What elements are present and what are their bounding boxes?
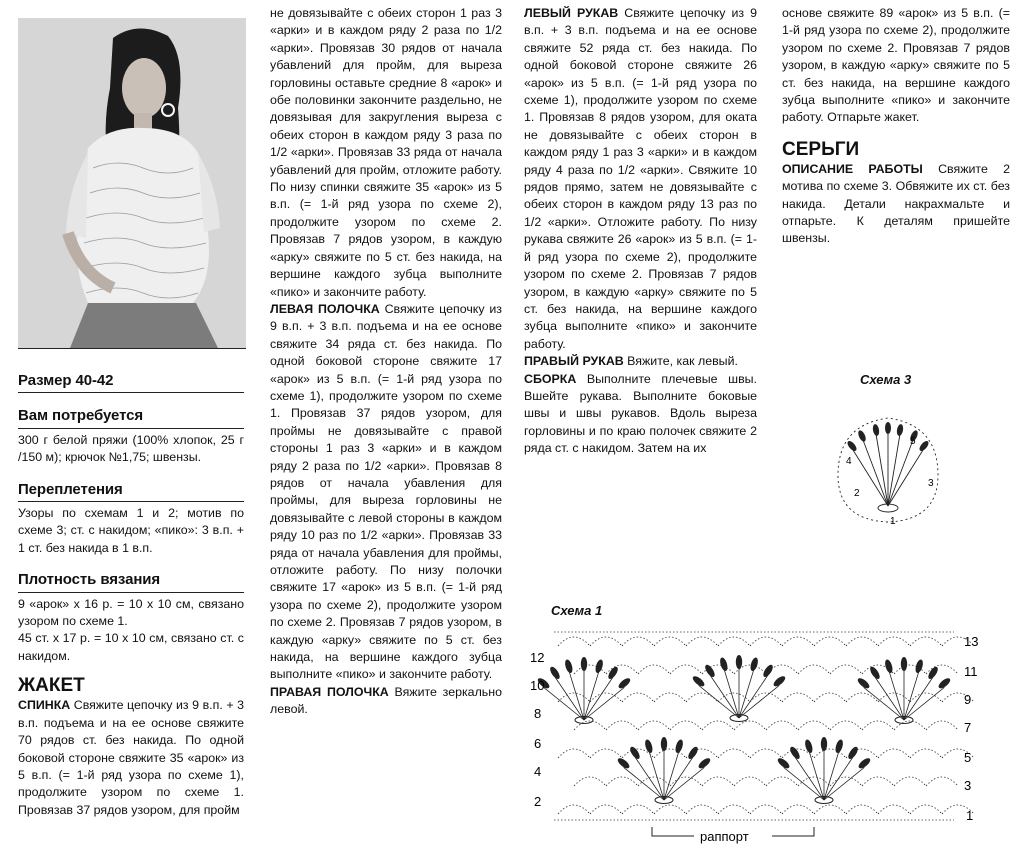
chain-arch: [718, 805, 750, 814]
model-photo: [18, 18, 246, 349]
chain-arch: [878, 805, 910, 814]
chain-arch: [670, 721, 702, 730]
chain-arch: [750, 749, 782, 758]
right-sleeve-lead: ПРАВЫЙ РУКАВ: [524, 354, 624, 369]
row-label-10: 10: [530, 678, 545, 693]
chain-arch: [558, 805, 590, 814]
chain-arch: [558, 749, 590, 758]
chain-arch: [574, 777, 606, 786]
chain-arch: [654, 805, 686, 814]
chain-arch: [750, 637, 782, 646]
chain-arch: [686, 805, 718, 814]
chain-arch: [846, 637, 878, 646]
column-1: [18, 372, 244, 819]
density-line-2: 45 ст. х 17 р. = 10 х 10 см, связано ст. с накидом.: [18, 631, 244, 663]
row-label-9: 9: [964, 692, 972, 707]
chain-arch: [910, 693, 942, 702]
right-front-text: Вяжите зеркально левой.: [270, 684, 502, 717]
chain-arch: [910, 805, 942, 814]
earrings-lead: ОПИСАНИЕ РАБОТЫ: [782, 161, 923, 176]
shell-fan: [776, 737, 872, 804]
row-label-3: 3: [964, 778, 972, 793]
chain-arch: [878, 637, 910, 646]
scheme-3-label-5: 5: [910, 436, 916, 447]
chain-arch: [718, 637, 750, 646]
row-label-13: 13: [964, 634, 979, 649]
chain-arch: [798, 721, 830, 730]
right-front-lead: ПРАВАЯ ПОЛОЧКА: [270, 684, 389, 699]
scheme-3-title: Схема 3: [860, 372, 912, 387]
row-label-2: 2: [534, 794, 542, 809]
chain-arch: [750, 805, 782, 814]
chain-arch: [894, 777, 926, 786]
scheme-3-label-1: 1: [890, 516, 896, 527]
column-4: [782, 5, 1010, 248]
row-label-5: 5: [964, 750, 972, 765]
assembly-text: Выполните плечевые швы. Вшейте рукава. Выполните боковые швы и швы рукавов. Вдоль выреза горловины и по краю полочек свяжите 2 ряда ст. с накидом. Затем на их: [524, 371, 757, 456]
weaves-text: Узоры по схемам 1 и 2; мотив по схеме 3; ст. с накидом; «пико»: 3 в.п. + 1 ст. без накида в 1 в.п.: [18, 506, 244, 555]
chain-arch: [782, 693, 814, 702]
chain-arch: [814, 805, 846, 814]
scheme-3-diagram: [828, 410, 948, 530]
back-text: Свяжите цепочку из 9 в.п. + 3 в.п. подъема и на ее основе свяжите 70 рядов ст. без накида. По одной боковой стороне свяжите 35 «арок» из 5 в.п. (= 1-й ряд узора по схеме 1), продолжите узором по схеме 1. Провязав 37 рядов узором, для пройм: [18, 698, 244, 817]
shell-fan: [536, 657, 632, 724]
chain-arch: [910, 749, 942, 758]
row-label-11: 11: [964, 664, 978, 679]
chain-arch: [846, 693, 878, 702]
chain-arch: [830, 721, 862, 730]
chain-arch: [734, 721, 766, 730]
row-label-12: 12: [530, 650, 545, 665]
chain-arch: [654, 749, 686, 758]
jacket-heading: ЖАКЕТ: [18, 675, 85, 697]
row-label-4: 4: [534, 764, 542, 779]
chain-arch: [702, 721, 734, 730]
scheme-3-label-2: 2: [854, 488, 860, 499]
weaves-heading: Переплетения: [18, 481, 244, 502]
back-paragraph: [18, 697, 244, 819]
chain-arch: [558, 693, 590, 702]
scheme-3-label-3: 3: [928, 478, 934, 489]
chain-arch: [654, 637, 686, 646]
chain-arch: [686, 637, 718, 646]
scheme-1-diagram: [524, 622, 1014, 850]
scheme-3-label-4: 4: [846, 456, 852, 467]
chain-arch: [718, 749, 750, 758]
chain-arch: [798, 665, 830, 674]
chain-arch: [814, 749, 846, 758]
right-sleeve-text: Вяжите, как левый.: [623, 354, 738, 369]
left-sleeve-lead: ЛЕВЫЙ РУКАВ: [524, 6, 619, 20]
left-front-lead: ЛЕВАЯ ПОЛОЧКА: [270, 301, 380, 316]
density-line-1: 9 «арок» х 16 р. = 10 х 10 см, связано узором по схеме 1.: [18, 596, 244, 629]
model-photo-illustration: [18, 18, 246, 348]
chain-arch: [590, 637, 622, 646]
chain-arch: [606, 721, 638, 730]
back-continued: не довязывайте с обеих сторон 1 раз 3 «арки» и в каждом ряду 2 раза по 1/2 «арки». Провязав 30 рядов от начала убавлений для пройм, для выреза горловины оставьте средние 8 «арок» и обе половинки закончите раздельно, не довязывая для закругления выреза с обеих сторон в каждом ряду 3 раза по 1/2 «арки». Провязав 33 ряда от начала убавлений для пройм, отложите работу. По низу спинки свяжите 35 «арок» из 5 в.п. (= 1-й ряд узора по схеме 2), продолжите узором по схеме 2. Провязав 7 рядов узором, в каждую «арку» свяжите по 5 ст. без накида, на вершине каждого зубца выполните «пико» и закончите работу.: [270, 6, 502, 299]
row-label-1: 1: [966, 808, 974, 823]
chain-arch: [862, 777, 894, 786]
shell-fan: [691, 655, 787, 722]
chain-arch: [782, 805, 814, 814]
chain-arch: [622, 637, 654, 646]
left-sleeve-text: Свяжите цепочку из 9 в.п. + 3 в.п. подъема и на ее основе свяжите 52 ряда ст. без накида. По одной боковой стороне свяжите 26 «арок» из 5 в.п. (= 1-й ряд узора по схеме 1), продолжите узором по схеме 1. Провязав 8 рядов узором, для оката не довязывайте с обеих сторон в каждом ряду 1 раз 3 «арки» и в каждом ряду 4 раза по 1/2 «арки». Свяжите 10 рядов прямо, затем не довязывайте с обеих сторон в каждом ряду 13 раз по 1/2 «арки». Отложите работу. По низу рукава свяжите 26 «арок» из 5 в.п. (= 1-й ряд узора по схеме 2), продолжите узором по схеме 2. Провязав 7 рядов узором, в каждую «арку» свяжите по 5 ст. без накида, на вершине каждого зубца выполните «пико» и закончите работу.: [524, 6, 758, 351]
chain-arch: [926, 721, 958, 730]
right-front-paragraph: [270, 684, 502, 719]
back-lead: СПИНКА: [18, 698, 71, 713]
chain-arch: [846, 805, 878, 814]
chain-arch: [926, 777, 958, 786]
chain-arch: [862, 721, 894, 730]
chain-arch: [814, 637, 846, 646]
density-heading: Плотность вязания: [18, 571, 244, 592]
chain-arch: [670, 665, 702, 674]
chain-arch: [734, 777, 766, 786]
shell-fan: [616, 737, 712, 804]
chain-arch: [590, 693, 622, 702]
chain-arch: [910, 637, 942, 646]
chain-arch: [766, 721, 798, 730]
column-2: [270, 5, 502, 719]
left-front-paragraph: [270, 301, 502, 684]
earrings-heading: СЕРЬГИ: [782, 138, 860, 160]
chain-arch: [606, 777, 638, 786]
chain-arch: [590, 805, 622, 814]
chain-arch: [702, 777, 734, 786]
chain-arch: [638, 721, 670, 730]
chain-arch: [766, 777, 798, 786]
needs-heading: Вам потребуется: [18, 407, 244, 428]
row-label-8: 8: [534, 706, 542, 721]
chain-arch: [878, 749, 910, 758]
chain-arch: [558, 637, 590, 646]
column-3: [524, 5, 757, 458]
row-label-6: 6: [534, 736, 542, 751]
needs-text: 300 г белой пряжи (100% хлопок, 25 г /150 м); крючок №1,75; швензы.: [18, 432, 244, 465]
right-sleeve-paragraph: [524, 353, 757, 370]
chain-arch: [590, 749, 622, 758]
assembly-paragraph: [524, 371, 757, 458]
chain-arch: [654, 693, 686, 702]
chain-arch: [814, 693, 846, 702]
chain-arch: [622, 693, 654, 702]
left-sleeve-paragraph: [524, 5, 757, 353]
repeat-label: раппорт: [700, 829, 749, 844]
size-heading: Размер 40-42: [18, 372, 244, 393]
chain-arch: [622, 805, 654, 814]
row-label-7: 7: [964, 720, 972, 735]
chain-arch: [830, 665, 862, 674]
scheme-1-title: Схема 1: [551, 603, 603, 618]
earrings-paragraph: [782, 161, 1010, 248]
left-front-text: Свяжите цепочку из 9 в.п. + 3 в.п. подъема и на ее основе свяжите 34 ряда ст. без накида. По одной боковой стороне свяжите 17 «арок» из 5 в.п. (= 1-й ряд узора по схеме 1), продолжите узором по схеме 1. Провязав 37 рядов узором, для проймы не довязывайте с правой стороны 1 раз 3 «арки» и в каждом ряду 2 раза по 1/2 «арки». Провязав 8 рядов от начала убавления для проймы, для выреза горловины не довязывайте с левой стороны в каждом ряду 10 раз по 1/2 «арки». Провязав 33 ряда от начала убавления для проймы, отложите работу. По низу полочки свяжите 17 «арок» из 5 в.п. (= 1-й ряд узора по схеме 2), продолжите узором по схеме 2. Провязав 7 рядов узором, в каждую «арку» свяжите по 5 ст. без накида, на вершине каждого зубца выполните «пико» и закончите работу.: [270, 301, 502, 682]
chain-arch: [638, 665, 670, 674]
earrings-text: Свяжите 2 мотива по схеме 3. Обвяжите их ст. без накида. Детали накрахмальте и отпарьте. К деталям пришейте швензы.: [782, 161, 1011, 246]
chain-arch: [878, 693, 910, 702]
assembly-lead: СБОРКА: [524, 371, 577, 386]
assembly-continued: основе свяжите 89 «арок» из 5 в.п. (= 1-й ряд узора по схеме 2), продолжите узором по схеме 2. Провязав 7 рядов узором, в каждую «арку» свяжите по 5 ст. без накида, на вершине каждого зубца выполните «пико» и закончите работу. Отпарьте жакет.: [782, 6, 1010, 125]
chain-arch: [782, 637, 814, 646]
